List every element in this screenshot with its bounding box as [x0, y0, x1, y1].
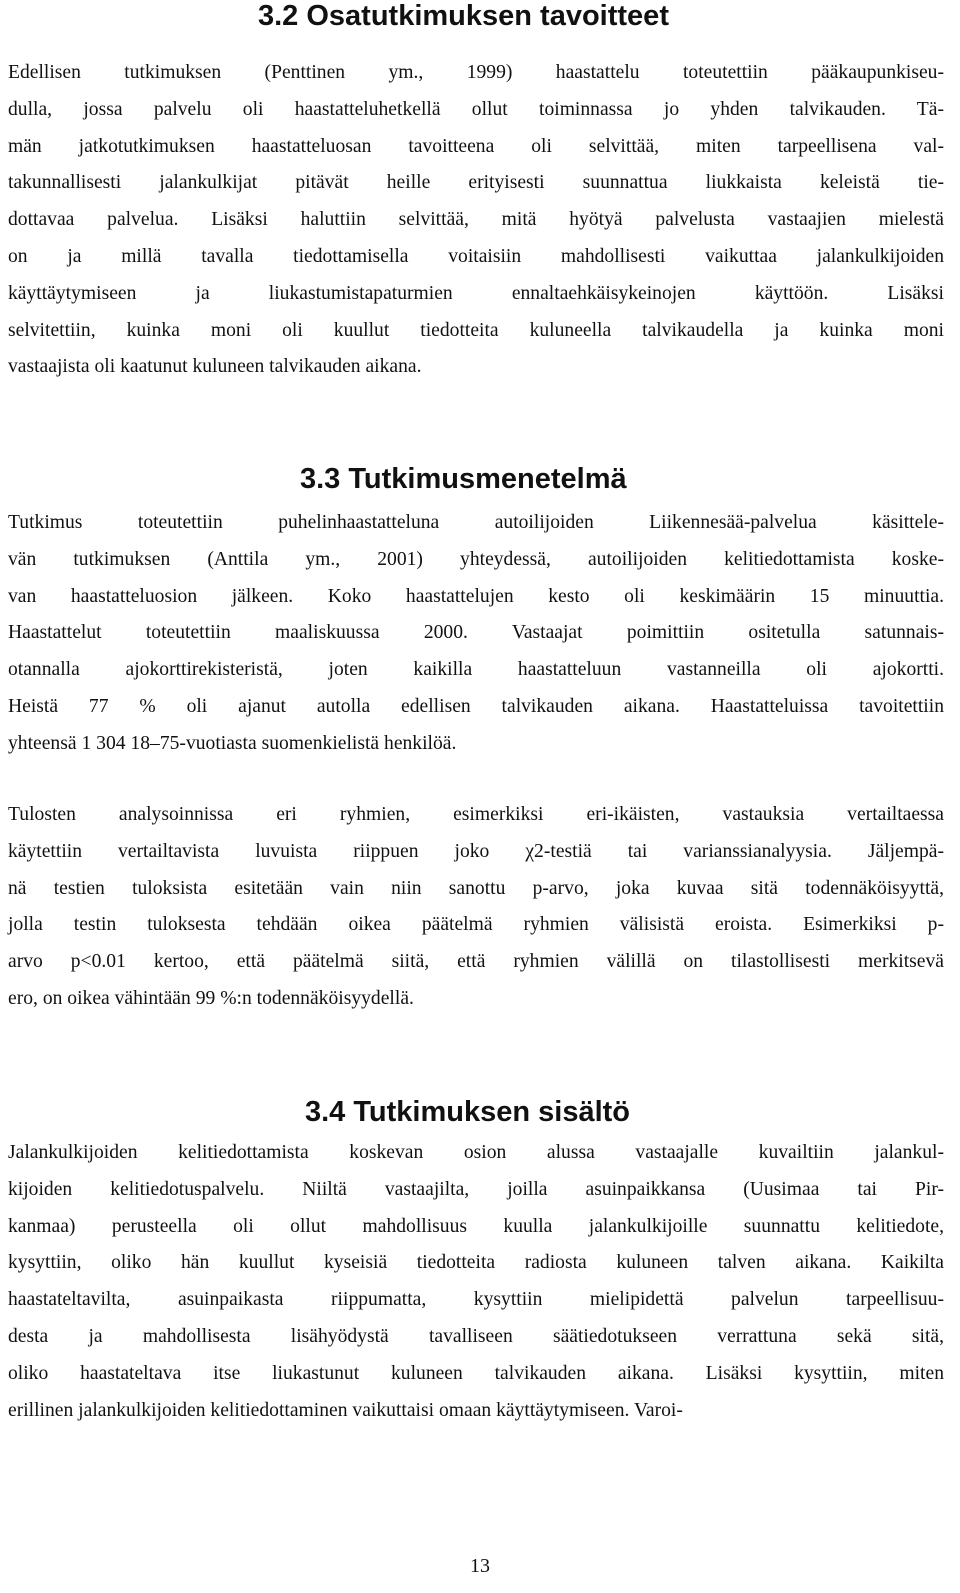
text-line: käytettiin vertailtavista luvuista riippuen joko χ2-testiä tai varianssianalyysia. Jäljempä- — [8, 840, 944, 862]
text-line: yhteensä 1 304 18–75-vuotiasta suomenkielistä henkilöä. — [8, 732, 457, 754]
text-line: oliko haastateltava itse liukastunut kuluneen talvikauden aikana. Lisäksi kysyttiin, miten — [8, 1362, 944, 1384]
text-line: kijoiden kelitiedotuspalvelu. Niiltä vastaajilta, joilla asuinpaikkansa (Uusimaa tai Pir- — [8, 1178, 944, 1200]
text-line: arvo p<0.01 kertoo, että päätelmä siitä, että ryhmien välillä on tilastollisesti merkitsevä — [8, 951, 944, 973]
text-line: Jalankulkijoiden kelitiedottamista koskevan osion alussa vastaajalle kuvailtiin jalankul- — [8, 1142, 944, 1163]
text-line: dottavaa palvelua. Lisäksi haluttiin selvittää, mitä hyötyä palvelusta vastaajien mielestä — [8, 209, 944, 231]
text-line: Haastattelut toteutettiin maaliskuussa 2000. Vastaajat poimittiin ositetulla satunnais- — [8, 622, 944, 644]
text-line: van haastatteluosion jälkeen. Koko haastattelujen kesto oli keskimäärin 15 minuuttia. — [8, 585, 944, 607]
paragraph-goals — [8, 55, 944, 386]
text-line: Edellisen tutkimuksen (Penttinen ym., 1999) haastattelu toteutettiin pääkaupunkiseu- — [8, 62, 944, 83]
text-line: Tutkimus toteutettiin puhelinhaastatteluna autoilijoiden Liikennesää-palvelua käsittele- — [8, 512, 944, 533]
section-heading-3-3: 3.3 Tutkimusmenetelmä — [300, 463, 627, 495]
text-line: kysyttiin, oliko hän kuullut kyseisiä tiedotteita radiosta kuluneen talven aikana. Kaikilta — [8, 1252, 944, 1274]
text-line: nä testien tuloksista esitetään vain niin sanottu p-arvo, joka kuvaa sitä todennäköisyyttä, — [8, 877, 944, 899]
text-line: Heistä 77 % oli ajanut autolla edellisen talvikauden aikana. Haastatteluissa tavoitettiin — [8, 695, 944, 717]
paragraph-analysis — [8, 797, 944, 1018]
text-line: desta ja mahdollisesta lisähyödystä tavalliseen säätiedotukseen verrattuna sekä sitä, — [8, 1325, 944, 1347]
text-line: kanmaa) perusteella oli ollut mahdollisuus kuulla jalankulkijoille suunnattu kelitiedote, — [8, 1215, 944, 1237]
text-line: vastaajista oli kaatunut kuluneen talvikauden aikana. — [8, 356, 422, 378]
paragraph-method — [8, 505, 944, 763]
page-number: 13 — [470, 1555, 490, 1577]
text-line: haastateltavilta, asuinpaikasta riippumatta, kysyttiin mielipidettä palvelun tarpeellisuu- — [8, 1289, 944, 1311]
text-line: takunnallisesti jalankulkijat pitävät heille erityisesti suunnattua liukkaista keleistä tie- — [8, 172, 944, 194]
text-line: erillinen jalankulkijoiden kelitiedottaminen vaikuttaisi omaan käyttäytymiseen. Varoi- — [8, 1399, 683, 1421]
paragraph-content — [8, 1135, 944, 1429]
text-line: käyttäytymiseen ja liukastumistapaturmien ennaltaehkäisykeinojen käyttöön. Lisäksi — [8, 282, 944, 304]
text-line: dulla, jossa palvelu oli haastatteluhetkellä ollut toiminnassa jo yhden talvikauden. Tä- — [8, 98, 944, 120]
section-heading-3-2: 3.2 Osatutkimuksen tavoitteet — [258, 0, 669, 32]
text-line: Tulosten analysoinnissa eri ryhmien, esimerkiksi eri-ikäisten, vastauksia vertailtaessa — [8, 804, 944, 825]
text-line: on ja millä tavalla tiedottamisella voitaisiin mahdollisesti vaikuttaa jalankulkijoiden — [8, 245, 944, 267]
text-line: ero, on oikea vähintään 99 %:n todennäköisyydellä. — [8, 987, 414, 1009]
text-line: vän tutkimuksen (Anttila ym., 2001) yhteydessä, autoilijoiden kelitiedottamista koske- — [8, 548, 944, 570]
section-heading-3-4: 3.4 Tutkimuksen sisältö — [305, 1096, 631, 1128]
text-line: jolla testin tuloksesta tehdään oikea päätelmä ryhmien välisistä eroista. Esimerkiksi p- — [8, 914, 944, 936]
text-line: män jatkotutkimuksen haastatteluosan tavoitteena oli selvittää, miten tarpeellisena val- — [8, 135, 944, 157]
text-line: otannalla ajokorttirekisteristä, joten kaikilla haastatteluun vastanneilla oli ajokortti. — [8, 659, 944, 681]
text-line: selvitettiin, kuinka moni oli kuullut tiedotteita kuluneella talvikaudella ja kuinka moni — [8, 319, 944, 341]
